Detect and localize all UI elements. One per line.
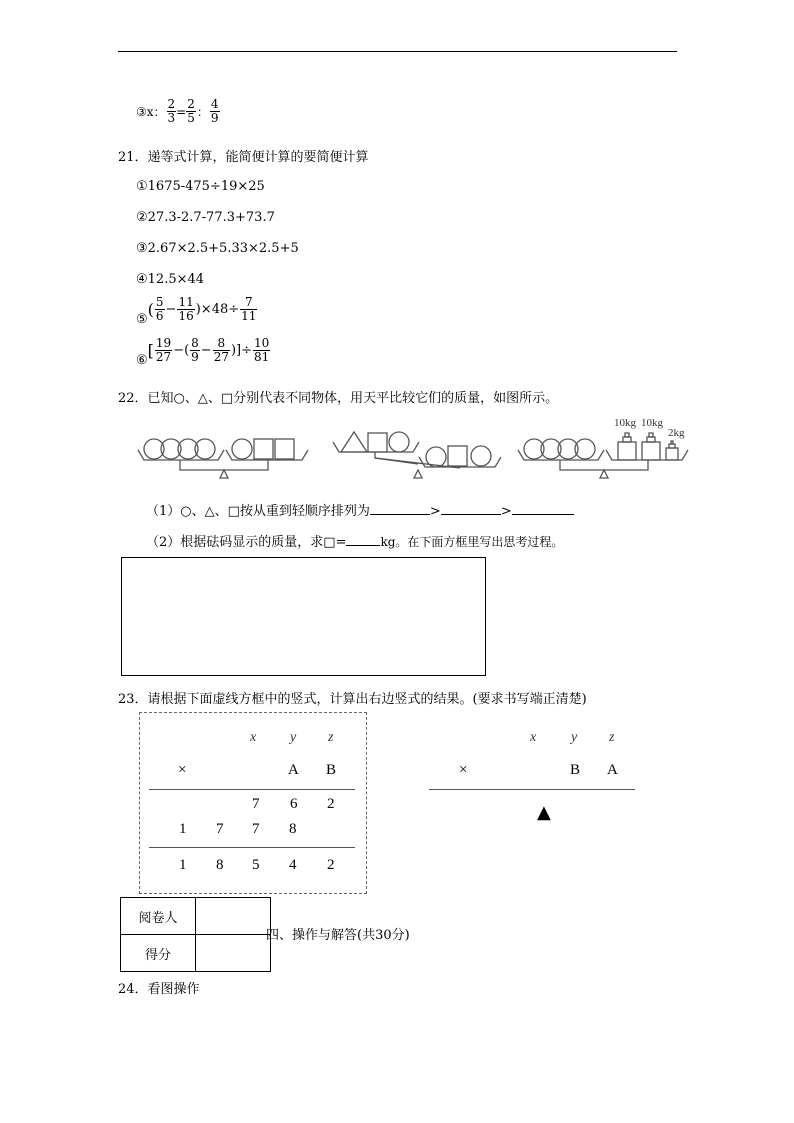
q21-item4: ④12.5×44 (136, 272, 205, 287)
weight-label-1: 10kg (614, 417, 636, 429)
score-label: 得分 (121, 935, 196, 972)
fraction: $\frac{10}{81}$ (254, 336, 270, 364)
reviewer-cell[interactable] (196, 898, 271, 935)
balance-scale-1 (138, 439, 308, 478)
answer-blank[interactable] (441, 502, 501, 515)
q22-title: 22．已知○、△、□分别代表不同物体，用天平比较它们的质量，如图所示。 (118, 391, 559, 406)
q21-item1: ①1675-475÷19×25 (136, 179, 265, 194)
times-sign: × (459, 762, 468, 778)
answer-blank[interactable] (346, 533, 380, 546)
calc-line (149, 847, 355, 848)
fraction: $\frac{2}{5}$ (187, 97, 195, 125)
q22-part1: （1）○、△、□按从重到轻顺序排列为 > > (146, 500, 574, 519)
q21-title: 21．递等式计算，能简便计算的要简便计算 (118, 150, 369, 165)
q21-item2: ②27.3-2.7-77.3+73.7 (136, 210, 275, 225)
fraction: $\frac{5}{6}$ (155, 295, 164, 323)
answer-box[interactable] (121, 557, 486, 676)
right-vertical-calculation: x y z × B A ▲ (420, 712, 650, 892)
calc-line (429, 789, 635, 790)
score-cell[interactable] (196, 935, 271, 972)
fraction: $\frac{7}{11}$ (241, 295, 257, 323)
weight-10kg-2 (642, 433, 660, 460)
answer-blank[interactable] (370, 502, 430, 515)
q21-item5: ⑤( $\frac{5}{6}$ − $\frac{11}{16}$ )×48÷ $\frac{7}{11}$ (136, 295, 257, 327)
q20-item3: ③x： $\frac{2}{3}$ = $\frac{2}{5}$ ： $\frac{4}{9}$ (136, 97, 219, 125)
fraction: $\frac{19}{27}$ (155, 336, 172, 364)
answer-blank[interactable] (512, 502, 574, 515)
times-sign: × (178, 762, 187, 778)
weight-2kg (666, 441, 678, 460)
balance-diagram (130, 412, 700, 487)
weight-label-2: 10kg (641, 417, 663, 429)
left-vertical-calculation: x y z × A B 7 6 2 1 7 7 8 1 8 5 4 2 (139, 712, 365, 892)
triangle-marker-icon: ▲ (537, 802, 551, 823)
q21-item3: ③2.67×2.5+5.33×2.5+5 (136, 241, 299, 256)
q23-title: 23．请根据下面虚线方框中的竖式，计算出右边竖式的结果。(要求书写端正清楚) (118, 692, 587, 707)
balance-scale-3 (518, 433, 688, 478)
fraction: $\frac{2}{3}$ (167, 97, 176, 125)
fraction: $\frac{8}{27}$ (213, 336, 229, 364)
q20-label: ③x： (136, 105, 166, 119)
fraction: $\frac{8}{9}$ (191, 336, 199, 364)
reviewer-label: 阅卷人 (121, 898, 196, 935)
header-rule (118, 51, 677, 52)
q21-item6: ⑥[ $\frac{19}{27}$ −( $\frac{8}{9}$ − $\frac{8}{27}$ )]÷ $\frac{10}{81}$ (136, 336, 270, 368)
fraction: $\frac{11}{16}$ (178, 295, 194, 323)
section-heading: 四、操作与解答(共30分) (266, 928, 410, 943)
q24-title: 24．看图操作 (118, 982, 200, 997)
calc-line (149, 789, 355, 790)
weight-10kg-1 (618, 433, 636, 460)
balance-scale-2 (333, 432, 501, 478)
fraction: $\frac{4}{9}$ (210, 97, 219, 125)
weight-label-3: 2kg (668, 427, 685, 439)
q22-part2: （2）根据砝码显示的质量，求□= kg。在下面方框里写出思考过程。 (146, 535, 564, 550)
score-table (120, 897, 271, 972)
